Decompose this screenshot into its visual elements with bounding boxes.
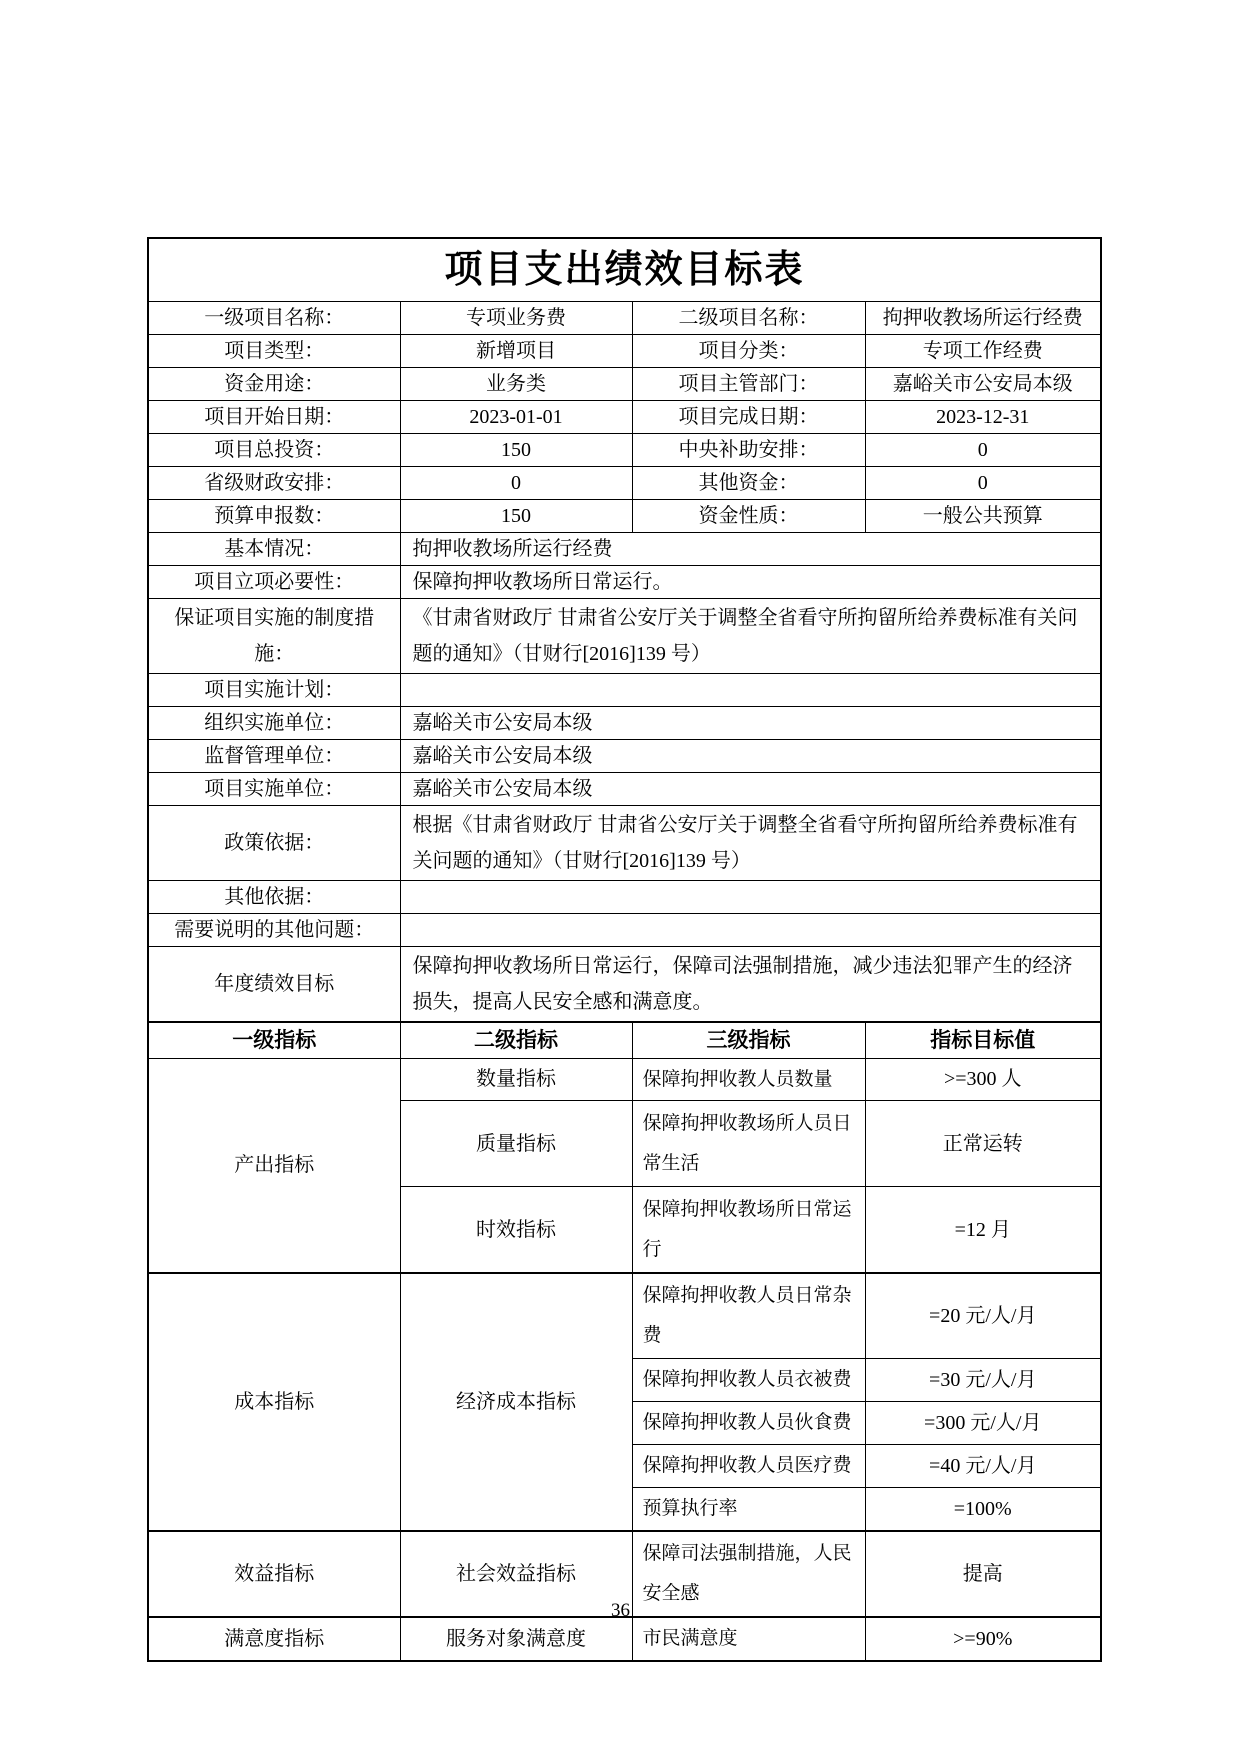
- level3-indicator-cell: 保障拘押收教人员伙食费: [632, 1402, 865, 1445]
- field-label: 项目主管部门：: [632, 368, 865, 401]
- indicator-header-level1: 一级指标: [148, 1022, 400, 1058]
- field-value: 专项工作经费: [865, 335, 1101, 368]
- field-value: 拘押收教场所运行经费: [400, 533, 1101, 566]
- field-value: 嘉峪关市公安局本级: [865, 368, 1101, 401]
- level3-indicator-cell: 保障拘押收教场所日常运行: [632, 1187, 865, 1273]
- level3-indicator-cell: 保障司法强制措施，人民安全感: [632, 1531, 865, 1617]
- field-value: 2023-12-31: [865, 401, 1101, 434]
- target-value-cell: =12 月: [865, 1187, 1101, 1273]
- field-value: 一般公共预算: [865, 500, 1101, 533]
- field-value: 保障拘押收教场所日常运行，保障司法强制措施，减少违法犯罪产生的经济损失，提高人民安全感和满意度。: [400, 947, 1101, 1023]
- level3-indicator-cell: 保障拘押收教人员衣被费: [632, 1359, 865, 1402]
- field-label: 项目分类：: [632, 335, 865, 368]
- level1-indicator-cell: 成本指标: [148, 1273, 400, 1531]
- level2-indicator-cell: 质量指标: [400, 1101, 632, 1187]
- level2-indicator-cell: 经济成本指标: [400, 1273, 632, 1531]
- field-label: 年度绩效目标: [148, 947, 400, 1023]
- target-value-cell: =300 元/人/月: [865, 1402, 1101, 1445]
- field-label: 资金用途：: [148, 368, 400, 401]
- field-value: 拘押收教场所运行经费: [865, 302, 1101, 335]
- field-label: 其他资金：: [632, 467, 865, 500]
- level2-indicator-cell: 服务对象满意度: [400, 1617, 632, 1661]
- field-label: 资金性质：: [632, 500, 865, 533]
- level1-indicator-cell: 产出指标: [148, 1058, 400, 1273]
- field-value: 《甘肃省财政厅 甘肃省公安厅关于调整全省看守所拘留所给养费标准有关问题的通知》（甘财行[2016]139 号）: [400, 599, 1101, 674]
- field-label: 保证项目实施的制度措施：: [148, 599, 400, 674]
- level1-indicator-cell: 满意度指标: [148, 1617, 400, 1661]
- field-label: 监督管理单位：: [148, 740, 400, 773]
- target-value-cell: =30 元/人/月: [865, 1359, 1101, 1402]
- field-label: 项目实施计划：: [148, 674, 400, 707]
- field-value: 150: [400, 500, 632, 533]
- level3-indicator-cell: 保障拘押收教人员数量: [632, 1058, 865, 1101]
- field-label: 二级项目名称：: [632, 302, 865, 335]
- field-value: 150: [400, 434, 632, 467]
- field-value: 根据《甘肃省财政厅 甘肃省公安厅关于调整全省看守所拘留所给养费标准有关问题的通知》（甘财行[2016]139 号）: [400, 806, 1101, 881]
- target-value-cell: 提高: [865, 1531, 1101, 1617]
- field-value: 0: [400, 467, 632, 500]
- level1-indicator-cell: 效益指标: [148, 1531, 400, 1617]
- field-label: 项目完成日期：: [632, 401, 865, 434]
- indicator-header-level3: 三级指标: [632, 1022, 865, 1058]
- field-value: 嘉峪关市公安局本级: [400, 740, 1101, 773]
- field-value: [400, 914, 1101, 947]
- field-label: 一级项目名称：: [148, 302, 400, 335]
- field-value: 新增项目: [400, 335, 632, 368]
- target-value-cell: 正常运转: [865, 1101, 1101, 1187]
- field-value: 嘉峪关市公安局本级: [400, 707, 1101, 740]
- field-value: 0: [865, 434, 1101, 467]
- field-value: [400, 881, 1101, 914]
- level2-indicator-cell: 时效指标: [400, 1187, 632, 1273]
- field-value: 2023-01-01: [400, 401, 632, 434]
- field-label: 项目立项必要性：: [148, 566, 400, 599]
- level3-indicator-cell: 预算执行率: [632, 1488, 865, 1531]
- target-value-cell: =100%: [865, 1488, 1101, 1531]
- field-value: 业务类: [400, 368, 632, 401]
- field-label: 基本情况：: [148, 533, 400, 566]
- table-title: 项目支出绩效目标表: [148, 238, 1101, 302]
- field-value: 嘉峪关市公安局本级: [400, 773, 1101, 806]
- indicator-header-level2: 二级指标: [400, 1022, 632, 1058]
- field-label: 项目总投资：: [148, 434, 400, 467]
- level2-indicator-cell: 数量指标: [400, 1058, 632, 1101]
- target-value-cell: >=300 人: [865, 1058, 1101, 1101]
- field-label: 省级财政安排：: [148, 467, 400, 500]
- field-value: 0: [865, 467, 1101, 500]
- field-value: 专项业务费: [400, 302, 632, 335]
- field-value: [400, 674, 1101, 707]
- target-value-cell: =40 元/人/月: [865, 1445, 1101, 1488]
- level3-indicator-cell: 市民满意度: [632, 1617, 865, 1661]
- page-number: 36: [611, 1600, 630, 1621]
- field-label: 需要说明的其他问题：: [148, 914, 400, 947]
- field-label: 组织实施单位：: [148, 707, 400, 740]
- target-value-cell: >=90%: [865, 1617, 1101, 1661]
- field-label: 项目类型：: [148, 335, 400, 368]
- field-label: 项目实施单位：: [148, 773, 400, 806]
- level2-indicator-cell: 社会效益指标: [400, 1531, 632, 1617]
- field-label: 中央补助安排：: [632, 434, 865, 467]
- level3-indicator-cell: 保障拘押收教场所人员日常生活: [632, 1101, 865, 1187]
- field-label: 政策依据：: [148, 806, 400, 881]
- field-label: 预算申报数：: [148, 500, 400, 533]
- performance-target-table: [147, 237, 1102, 1662]
- level3-indicator-cell: 保障拘押收教人员日常杂费: [632, 1273, 865, 1359]
- field-label: 项目开始日期：: [148, 401, 400, 434]
- field-value: 保障拘押收教场所日常运行。: [400, 566, 1101, 599]
- field-label: 其他依据：: [148, 881, 400, 914]
- target-value-cell: =20 元/人/月: [865, 1273, 1101, 1359]
- level3-indicator-cell: 保障拘押收教人员医疗费: [632, 1445, 865, 1488]
- indicator-header-target: 指标目标值: [865, 1022, 1101, 1058]
